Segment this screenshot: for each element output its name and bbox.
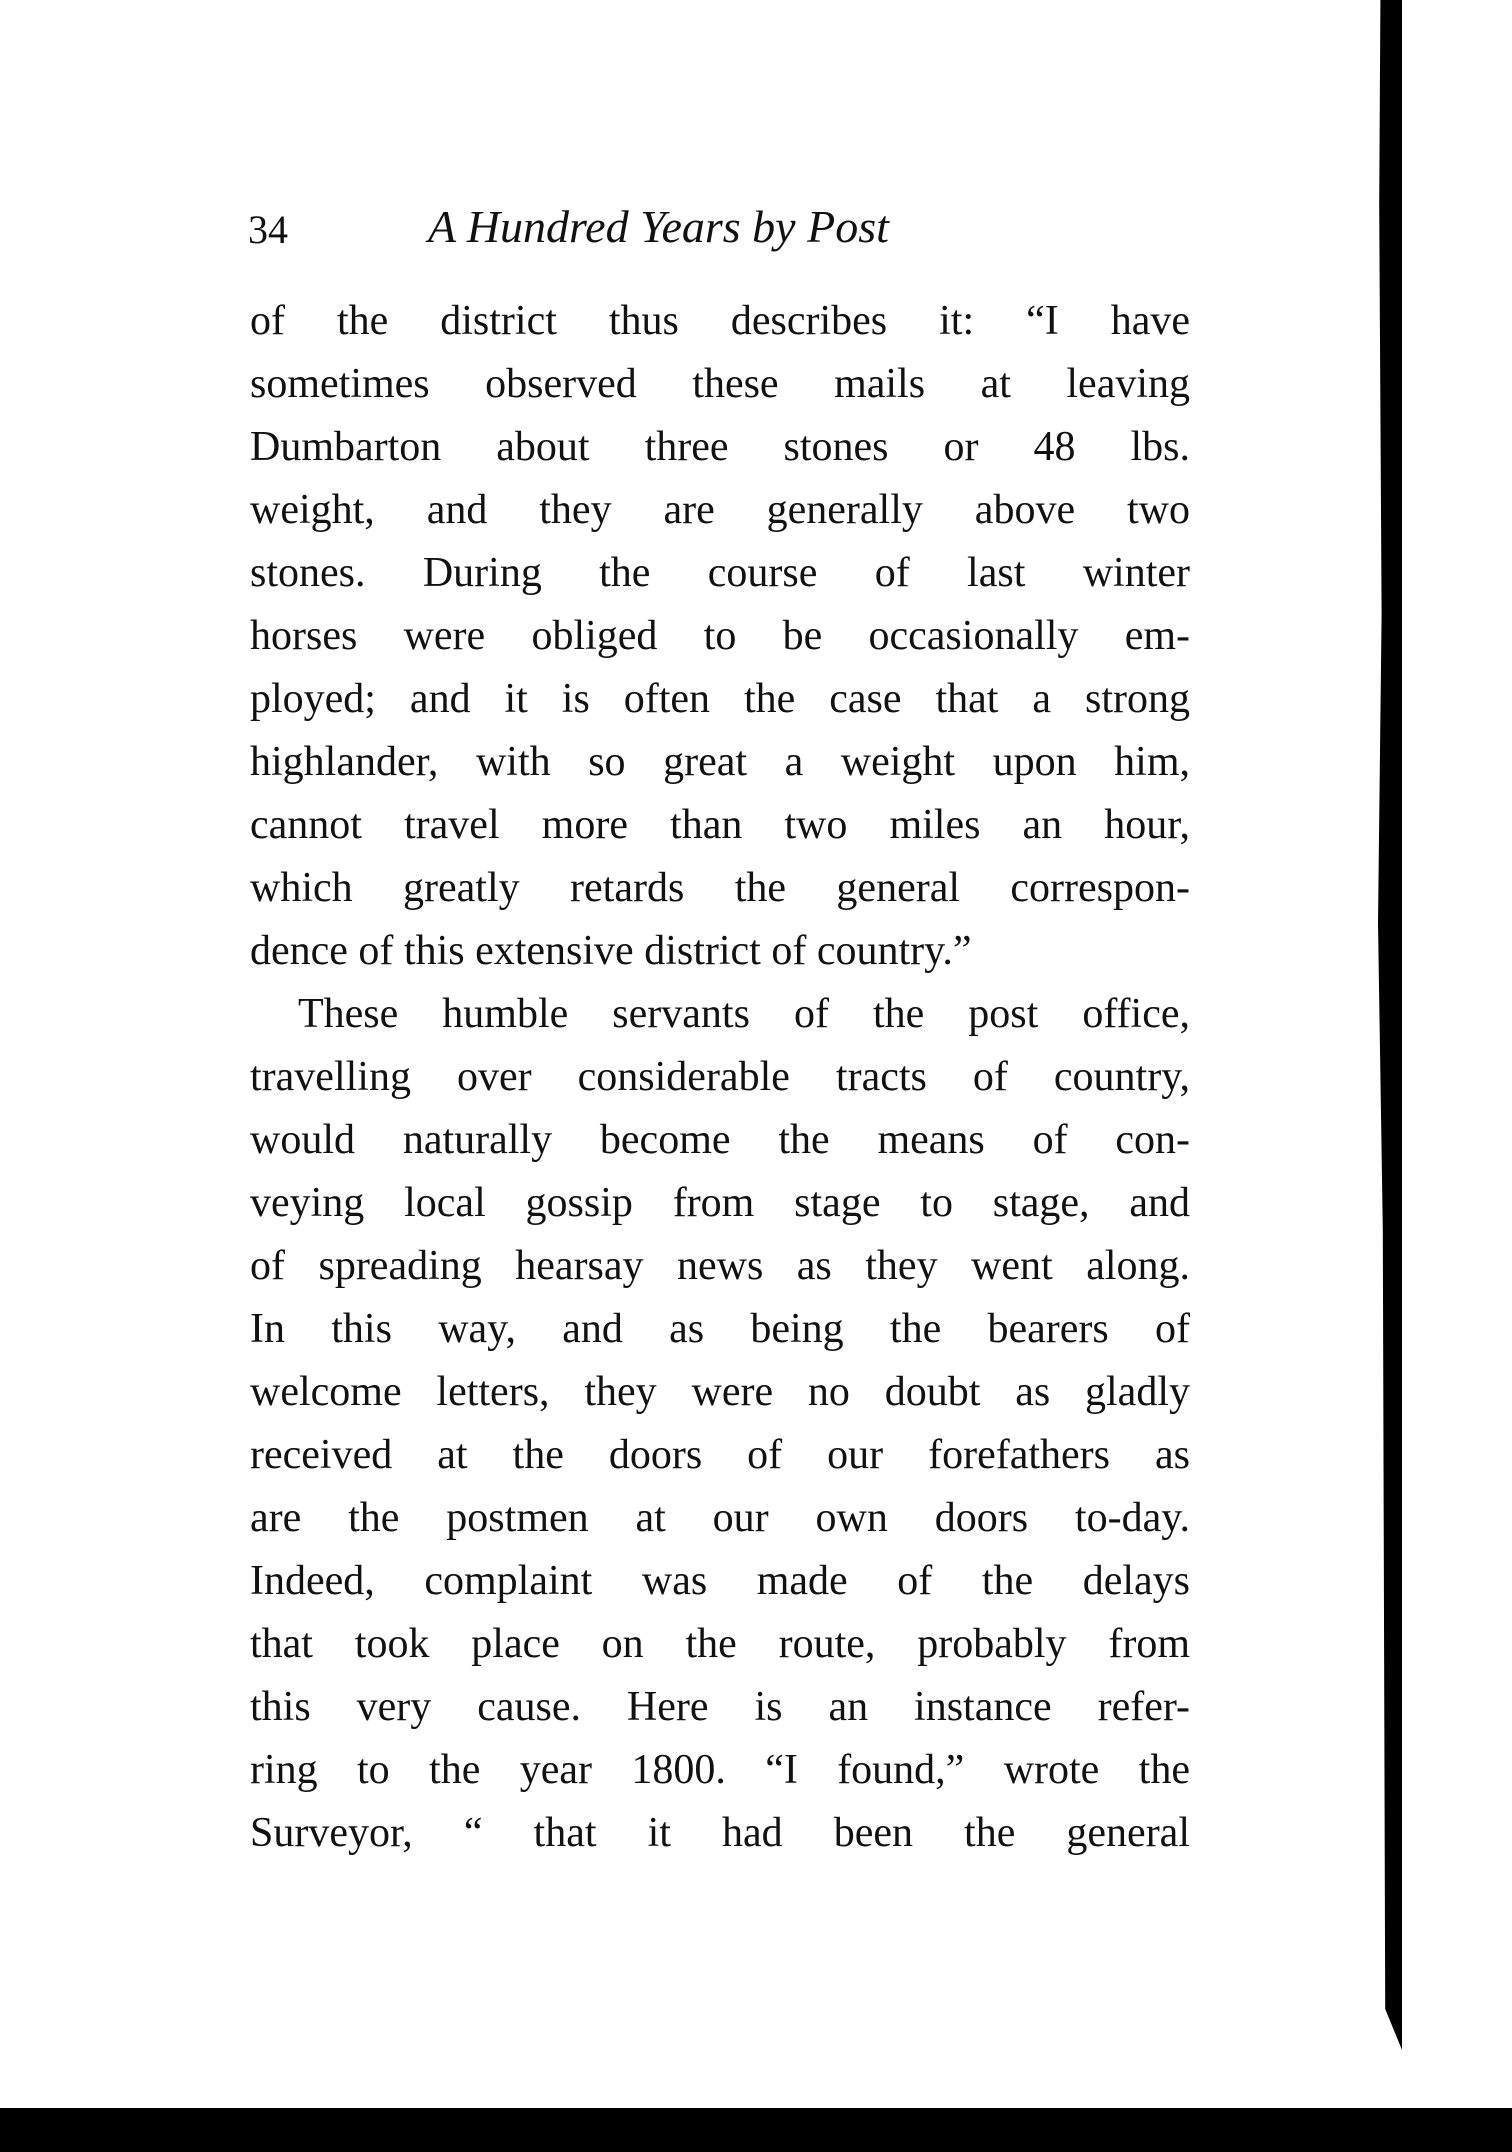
text-line: dence of this extensive district of country.” bbox=[250, 928, 972, 974]
text-line: veying local gossip from stage to stage, and bbox=[250, 1180, 1190, 1226]
text-line: received at the doors of our forefathers as bbox=[250, 1432, 1190, 1478]
text-line: sometimes observed these mails at leaving bbox=[250, 361, 1190, 407]
text-line: travelling over considerable tracts of country, bbox=[250, 1054, 1190, 1100]
text-line: Dumbarton about three stones or 48 lbs. bbox=[250, 424, 1190, 470]
text-line: which greatly retards the general correspon- bbox=[250, 865, 1190, 911]
text-line: weight, and they are generally above two bbox=[250, 487, 1190, 533]
text-line: cannot travel more than two miles an hour, bbox=[250, 802, 1190, 848]
text-line: of spreading hearsay news as they went along. bbox=[250, 1243, 1190, 1289]
text-line: this very cause. Here is an instance refer- bbox=[250, 1684, 1190, 1730]
text-line: horses were obliged to be occasionally em- bbox=[250, 613, 1190, 659]
text-line: These humble servants of the post office, bbox=[298, 991, 1190, 1037]
body-text bbox=[250, 290, 1190, 1865]
scan-edge-bottom bbox=[0, 2108, 1512, 2152]
page-number: 34 bbox=[248, 207, 288, 252]
text-line: Surveyor, “ that it had been the general bbox=[250, 1810, 1190, 1856]
text-line: Indeed, complaint was made of the delays bbox=[250, 1558, 1190, 1604]
running-title: A Hundred Years by Post bbox=[428, 201, 889, 252]
text-line: In this way, and as being the bearers of bbox=[250, 1306, 1190, 1352]
text-line: are the postmen at our own doors to-day. bbox=[250, 1495, 1190, 1541]
scan-edge-right bbox=[1378, 0, 1402, 2050]
text-line: stones. During the course of last winter bbox=[250, 550, 1190, 596]
text-line: welcome letters, they were no doubt as gladly bbox=[250, 1369, 1190, 1415]
text-line: ring to the year 1800. “I found,” wrote the bbox=[250, 1747, 1190, 1793]
text-line: highlander, with so great a weight upon him, bbox=[250, 739, 1190, 785]
text-line: that took place on the route, probably from bbox=[250, 1621, 1190, 1667]
text-line: of the district thus describes it: “I have bbox=[250, 298, 1190, 344]
text-line: would naturally become the means of con- bbox=[250, 1117, 1190, 1163]
text-line: ployed; and it is often the case that a strong bbox=[250, 676, 1190, 722]
running-header bbox=[248, 200, 1008, 260]
